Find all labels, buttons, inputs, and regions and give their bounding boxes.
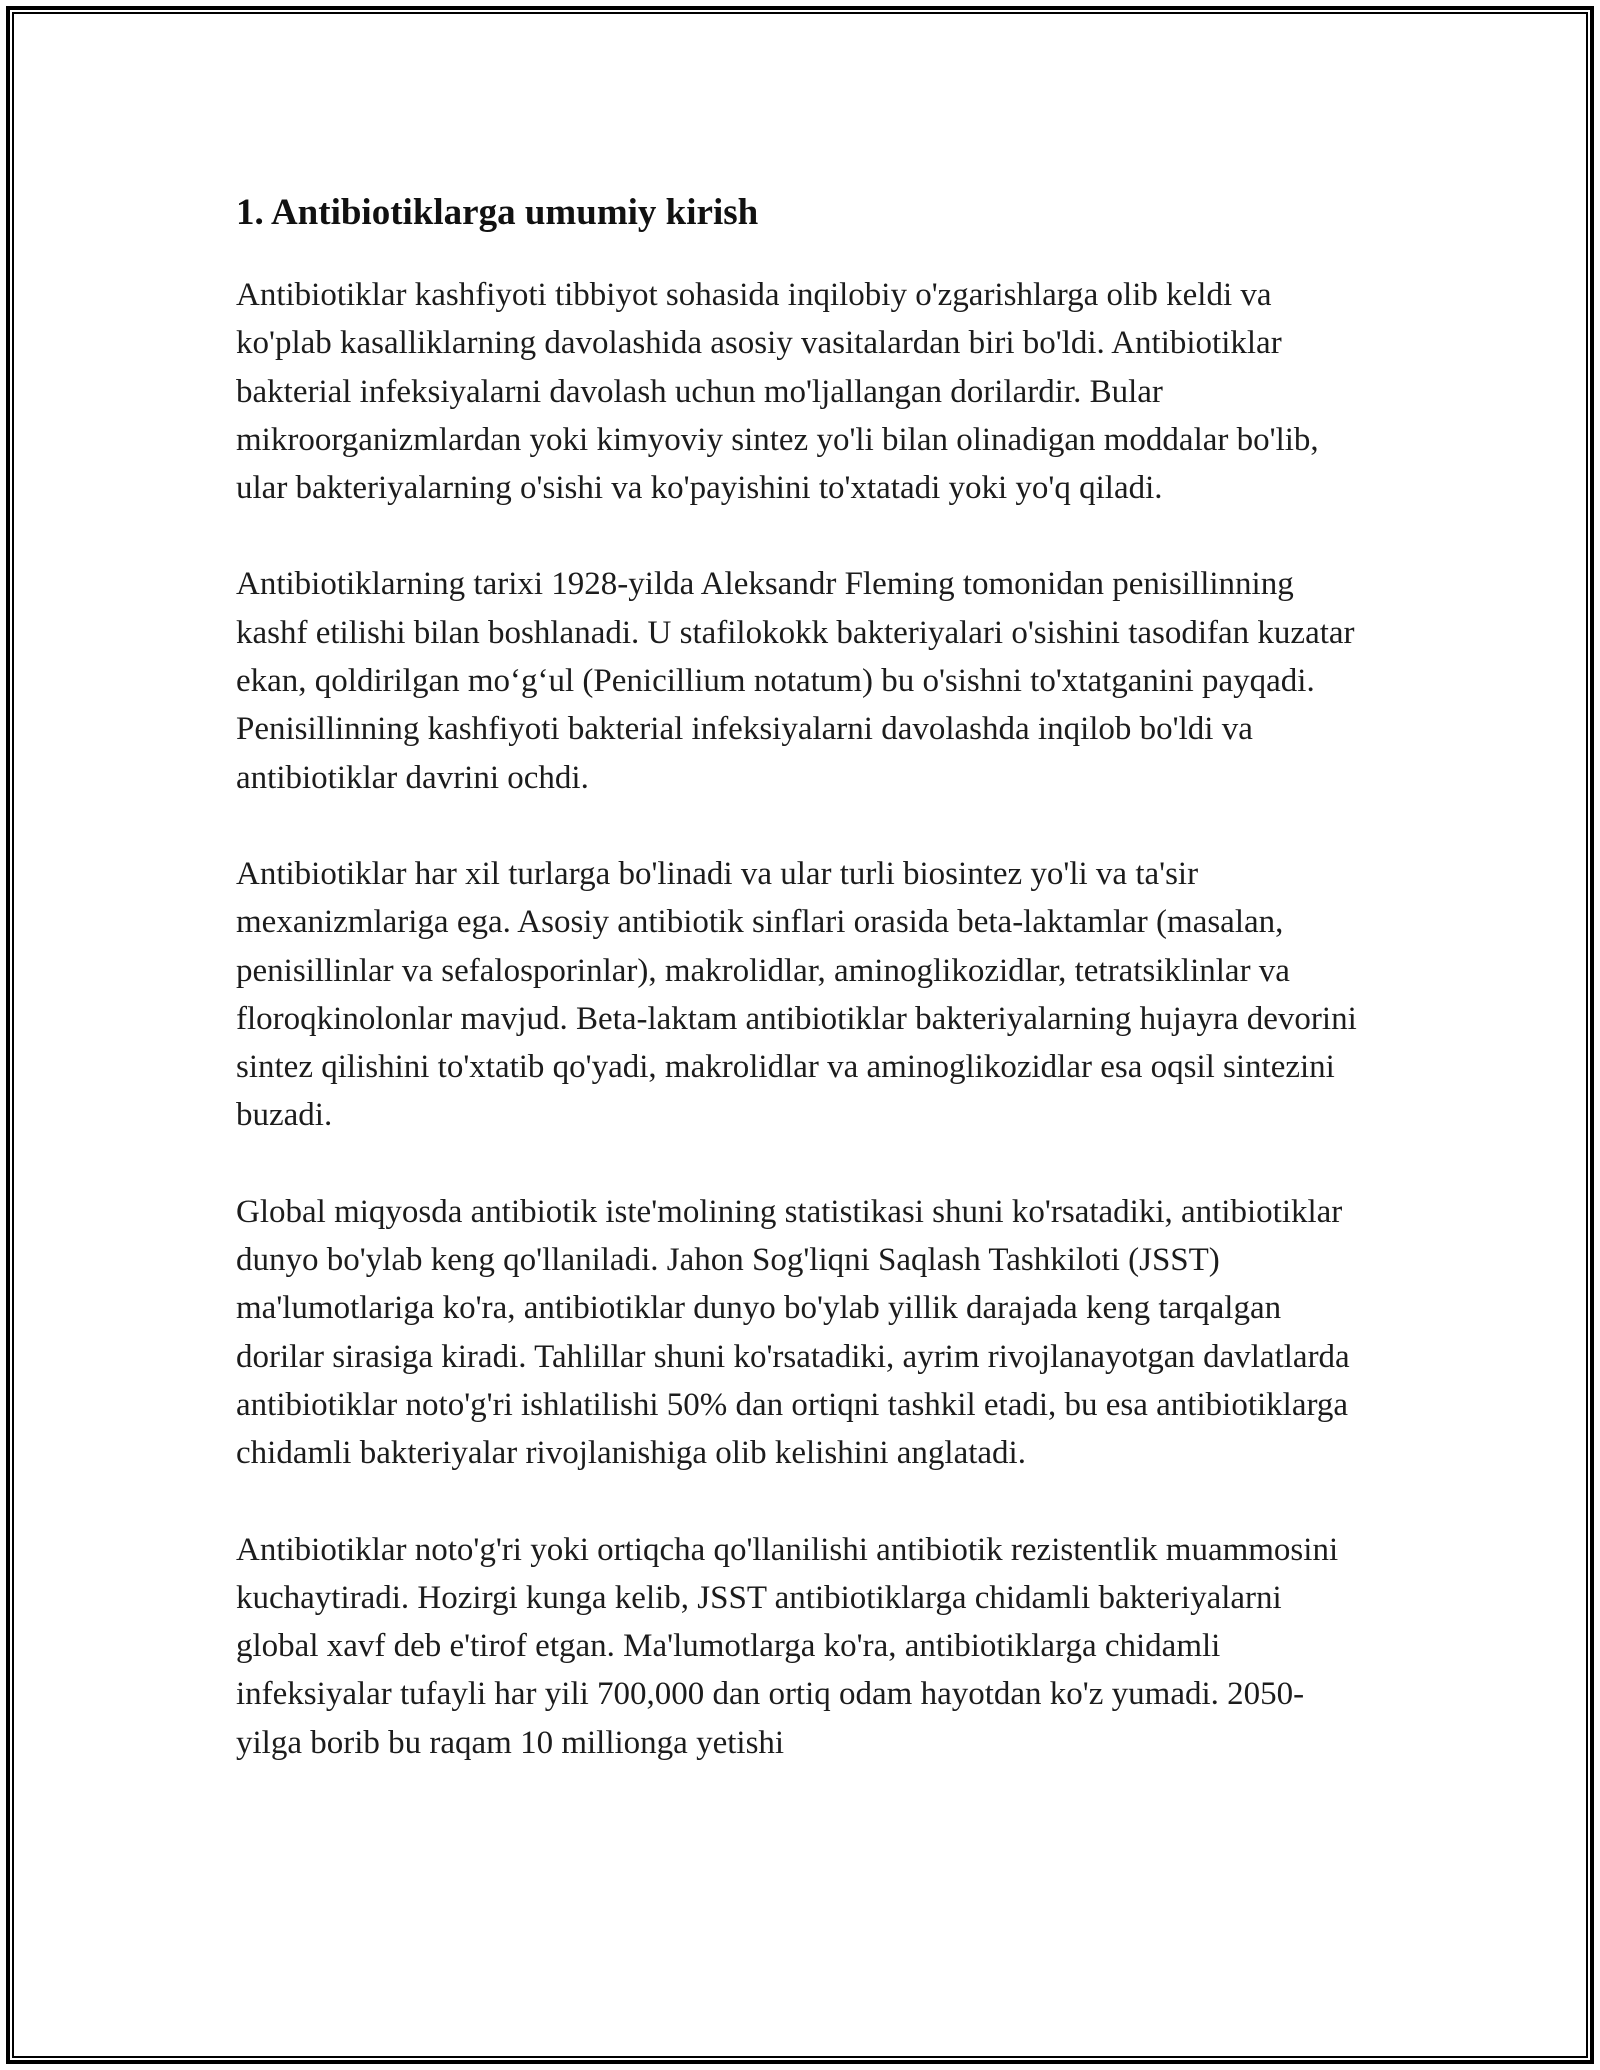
paragraph-5: Antibiotiklar noto'g'ri yoki ortiqcha qo'llanilishi antibiotik rezistentlik muammosini kuchaytiradi. Hozirgi kunga kelib, JSST antibiotiklarga chidamli bakteriyalarni global xavf deb e'tirof etgan. Ma'lumotlarga ko'ra, antibiotiklarga chidamli infeksiyalar tufayli har yili 700,000 dan ortiq odam hayotdan ko'z yumadi. 2050-yilga borib bu raqam 10 millionga yetishi — [236, 1531, 1339, 1761]
document-body — [236, 183, 1366, 1815]
section-heading: 1. Antibiotiklarga umumiy kirish — [236, 192, 759, 233]
paragraph-3: Antibiotiklar har xil turlarga bo'linadi va ular turli biosintez yo'li va ta'sir mexanizmlariga ega. Asosiy antibiotik sinflari orasida beta-laktamlar (masalan, penisillinlar va sefalosporinlar), makrolidlar, aminoglikozidlar, tetratsiklinlar va floroqkinolonlar mavjud. Beta-laktam antibiotiklar bakteriyalarning hujayra devorini sintez qilishini to'xtatib qo'yadi, makrolidlar va aminoglikozidlar esa oqsil sintezini buzadi. — [236, 855, 1357, 1134]
paragraph-4: Global miqyosda antibiotik iste'molining statistikasi shuni ko'rsatadiki, antibiotiklar dunyo bo'ylab keng qo'llaniladi. Jahon Sog'liqni Saqlash Tashkiloti (JSST) ma'lumotlariga ko'ra, antibiotiklar dunyo bo'ylab yillik darajada keng tarqalgan dorilar sirasiga kiradi. Tahlillar shuni ko'rsatadiki, ayrim rivojlanayotgan davlatlarda antibiotiklar noto'g'ri ishlatilishi 50% dan ortiqni tashkil etadi, bu esa antibiotiklarga chidamli bakteriyalar rivojlanishiga olib kelishini anglatadi. — [236, 1193, 1350, 1472]
paragraph-2: Antibiotiklarning tarixi 1928-yilda Aleksandr Fleming tomonidan penisillinning kashf etilishi bilan boshlanadi. U stafilokokk bakteriyalari o'sishini tasodifan kuzatar ekan, qoldirilgan mo‘g‘ul (Penicillium notatum) bu o'sishni to'xtatganini payqadi. Penisillinning kashfiyoti bakterial infeksiyalarni davolashda inqilob bo'ldi va antibiotiklar davrini ochdi. — [236, 566, 1355, 796]
paragraph-1: Antibiotiklar kashfiyoti tibbiyot sohasida inqilobiy o'zgarishlarga olib keldi va ko'plab kasalliklarning davolashida asosiy vasitalardan biri bo'ldi. Antibiotiklar bakterial infeksiyalarni davolash uchun mo'ljallangan dorilardir. Bular mikroorganizmlardan yoki kimyoviy sintez yo'li bilan olinadigan moddalar bo'lib, ular bakteriyalarning o'sishi va ko'payishini to'xtatadi yoki yo'q qiladi. — [236, 277, 1319, 507]
